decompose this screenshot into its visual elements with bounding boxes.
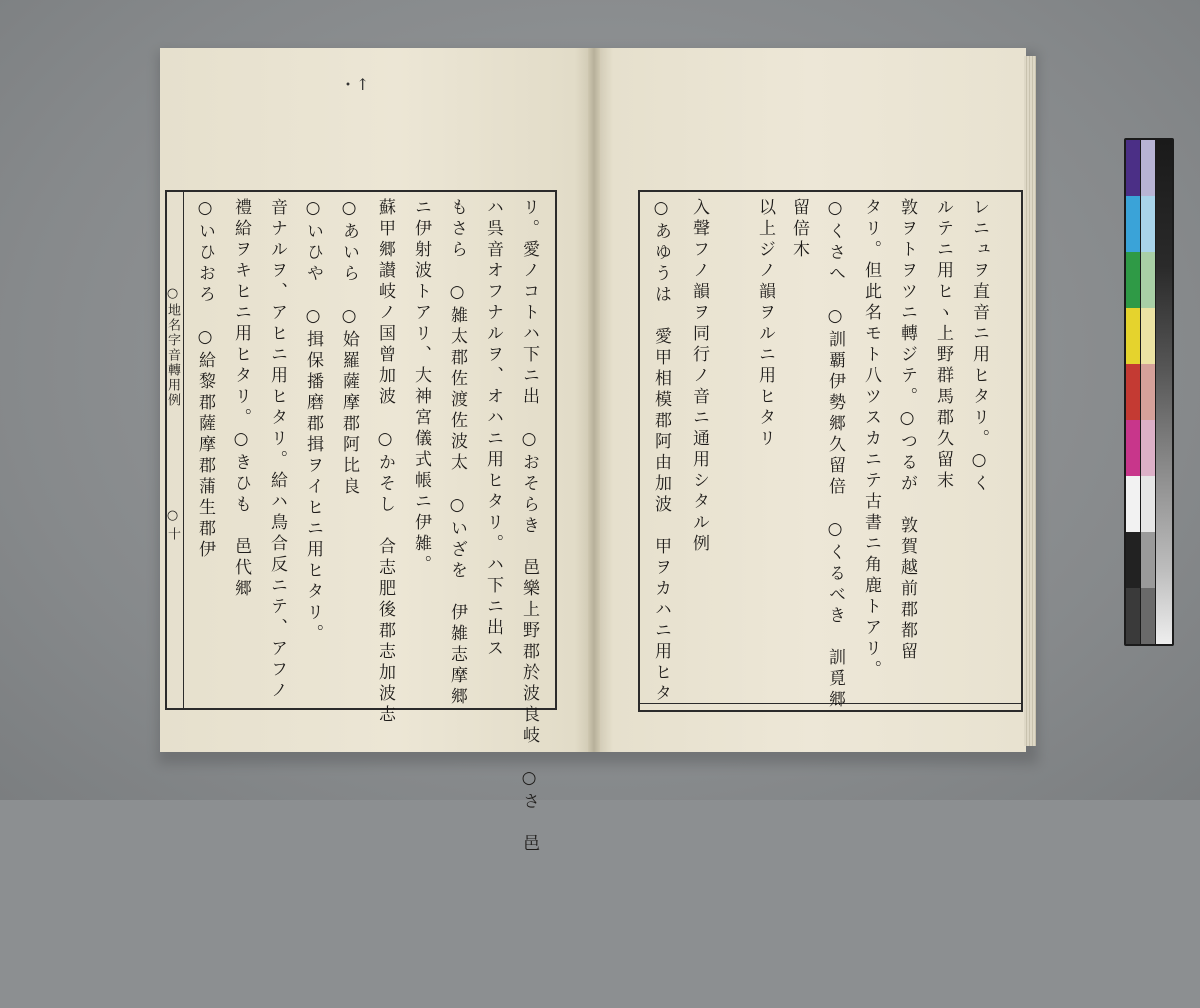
right-column-8: ルテニ用ヒヽ上野群馬郡久留末 — [933, 198, 953, 492]
left-column-5: ○あいら ○姶羅薩摩郡阿比良 — [339, 198, 359, 498]
left-column-10: リ。愛ノコトハ下ニ出 ○おそらき 邑樂上野郡於波良岐 ○さ 邑 — [519, 198, 539, 855]
left-column-8: もさら ○雑太郡佐渡佐波太 ○いざを 伊雑志摩郷 — [447, 198, 467, 708]
left-column-7: ニ伊射波トアリ、大神宮儀式帳ニ伊雑。 — [411, 198, 431, 576]
right-column-9: レニュヲ直音ニ用ヒタリ。○く — [969, 198, 989, 495]
folio-number: ○十 — [165, 508, 180, 544]
swatch-mid-gray — [1141, 532, 1155, 588]
left-column-1: ○いひおろ ○給黎郡薩摩郡蒲生郡伊 — [195, 198, 215, 561]
swatch-light-green — [1141, 252, 1155, 308]
page-edges — [1024, 56, 1036, 746]
swatch-darkgray — [1126, 588, 1140, 644]
grayscale-strip — [1156, 140, 1172, 644]
swatch-light-magenta — [1141, 420, 1155, 476]
right-column-4: 留倍木 — [789, 198, 809, 261]
right-column-3: 以上ジノ韻ヲルニ用ヒタリ — [755, 198, 775, 450]
swatch-white — [1126, 476, 1140, 532]
swatch-cyan — [1126, 196, 1140, 252]
title-column-rule — [183, 192, 184, 708]
swatch-magenta — [1126, 420, 1140, 476]
swatch-light-cyan — [1141, 196, 1155, 252]
swatch-yellow — [1126, 308, 1140, 364]
book-gutter — [588, 48, 600, 752]
left-column-6: 蘇甲郷讃岐ノ国曾加波 ○かそし 合志肥後郡志加波志 — [375, 198, 395, 726]
right-column-1: ○あゆうは 愛甲相模郡阿由加波 甲ヲカハニ用ヒタ — [651, 198, 671, 705]
right-column-2: 入聲フノ韻ヲ同行ノ音ニ通用シタル例 — [689, 198, 709, 555]
swatch-light-gray — [1141, 476, 1155, 532]
top-pencil-mark: ・↑ — [340, 75, 370, 94]
swatch-light-yellow — [1141, 308, 1155, 364]
left-column-3: 音ナルヲ、アヒニ用ヒタリ。給ハ鳥合反ニテ、アフノ — [267, 198, 287, 702]
running-title: ○地名字音轉用例 — [165, 286, 180, 408]
color-checker-card — [1124, 138, 1174, 646]
right-column-7: 敦ヲトヲツニ轉ジテ。○つるが 敦賀越前郡都留 — [897, 198, 917, 663]
left-column-4: ○いひや ○揖保播磨郡揖ヲイヒニ用ヒタリ。 — [303, 198, 323, 645]
swatch-red — [1126, 364, 1140, 420]
swatch-green — [1126, 252, 1140, 308]
right-column-5: ○くさへ ○訓覇伊勢郷久留倍 ○くるべき 訓覓郷 — [825, 198, 845, 711]
left-column-2: 禮給ヲキヒニ用ヒタリ。○きひも 邑代郷 — [231, 198, 251, 600]
right-column-6: タリ。但此名モト八ツスカニテ古書ニ角鹿トアリ。 — [861, 198, 881, 681]
swatch-gray — [1141, 588, 1155, 644]
swatch-light-red — [1141, 364, 1155, 420]
swatch-black — [1126, 532, 1140, 588]
left-column-9: ハ呉音オフナルヲ、オハニ用ヒタリ。ハ下ニ出ス — [483, 198, 503, 660]
swatch-light-purple — [1141, 140, 1155, 196]
swatch-purple — [1126, 140, 1140, 196]
